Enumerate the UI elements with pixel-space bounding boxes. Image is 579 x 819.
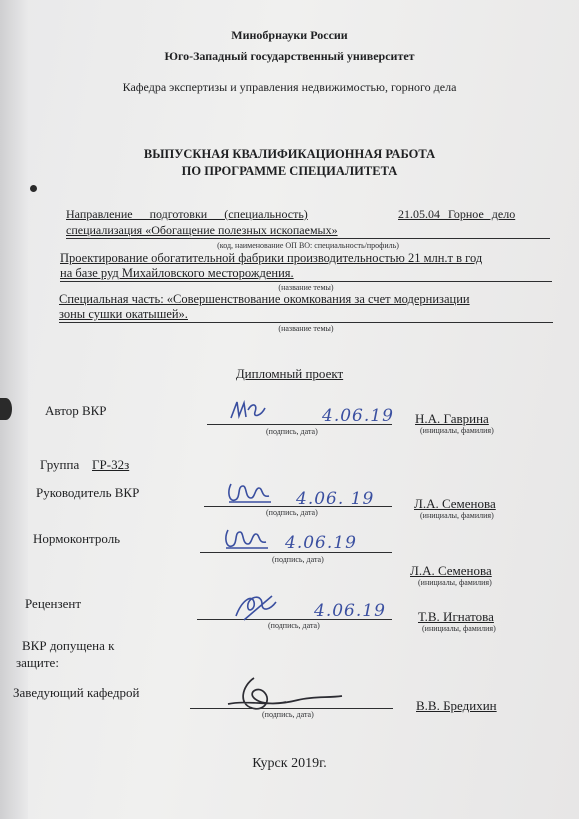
ministry-text: Минобрнауки России xyxy=(231,28,348,42)
supervisor-role: Руководитель ВКР xyxy=(36,485,140,500)
reviewer-date: 4.06.19 xyxy=(314,601,386,621)
author-name: Н.А. Гаврина xyxy=(415,411,489,426)
head-role: Заведующий кафедрой xyxy=(13,685,140,700)
punch-hole-bottom xyxy=(0,398,12,420)
topic-line1: Проектирование обогатительной фабрики производительностью 21 млн.т в год xyxy=(60,251,483,265)
work-title-line2: ПО ПРОГРАММЕ СПЕЦИАЛИТЕТА xyxy=(181,164,398,178)
city-year: Курск 2019г. xyxy=(252,756,327,771)
topic-line2: на базе руд Михайловского месторождения. xyxy=(60,266,294,280)
group-label: Группа xyxy=(40,457,80,472)
author-signature xyxy=(228,398,268,422)
supervisor-date: 4.06. 19 xyxy=(296,489,375,509)
direction-caption: (код, наименование ОП ВО: специальность/профиль) xyxy=(217,241,399,250)
normcontrol-signature-caption: (подпись, дата) xyxy=(272,555,324,564)
normcontrol-signature xyxy=(222,524,272,552)
punch-hole-top xyxy=(30,185,37,192)
author-role: Автор ВКР xyxy=(45,403,107,418)
group-value: ГР-32з xyxy=(92,457,130,472)
reviewer-signature-caption: (подпись, дата) xyxy=(268,621,320,630)
special-part-line1: Специальная часть: «Совершенствование окомкования за счет модернизации xyxy=(59,292,470,306)
work-title-line1: ВЫПУСКНАЯ КВАЛИФИКАЦИОННАЯ РАБОТА xyxy=(143,147,436,161)
special-part-caption: (название темы) xyxy=(278,324,334,333)
department-name: Кафедра экспертизы и управления недвижимостью, горного дела xyxy=(122,80,457,94)
supervisor-name: Л.А. Семенова xyxy=(414,496,496,511)
university-name: Юго-Западный государственный университет xyxy=(164,49,415,63)
special-part-line2: зоны сушки окатышей». xyxy=(59,307,188,321)
author-signature-caption: (подпись, дата) xyxy=(266,427,318,436)
normcontrol-date: 4.06.19 xyxy=(285,533,357,553)
author-name-caption: (инициалы, фамилия) xyxy=(420,426,494,435)
reviewer-role: Рецензент xyxy=(25,596,82,611)
normcontrol-role: Нормоконтроль xyxy=(33,531,121,546)
normcontrol-name-caption: (инициалы, фамилия) xyxy=(418,578,492,587)
head-signature-caption: (подпись, дата) xyxy=(262,710,314,719)
project-type: Дипломный проект xyxy=(235,366,344,381)
reviewer-signature xyxy=(232,590,280,622)
author-date: 4.06.19 xyxy=(322,406,394,426)
supervisor-signature-caption: (подпись, дата) xyxy=(266,508,318,517)
direction-code: 21.05.04 Горное дело xyxy=(398,207,516,221)
admitted-line1: ВКР допущена к xyxy=(22,638,115,653)
supervisor-name-caption: (инициалы, фамилия) xyxy=(420,511,494,520)
reviewer-name: Т.В. Игнатова xyxy=(418,609,494,624)
specialization: специализация «Обогащение полезных ископаемых» xyxy=(66,223,338,237)
direction-label: Направление подготовки (специальность) xyxy=(66,207,308,221)
normcontrol-name: Л.А. Семенова xyxy=(410,563,492,578)
topic-caption: (название темы) xyxy=(278,283,334,292)
head-name: В.В. Бредихин xyxy=(416,698,497,713)
supervisor-signature xyxy=(225,478,275,506)
reviewer-name-caption: (инициалы, фамилия) xyxy=(422,624,496,633)
admitted-line2: защите: xyxy=(16,655,59,670)
